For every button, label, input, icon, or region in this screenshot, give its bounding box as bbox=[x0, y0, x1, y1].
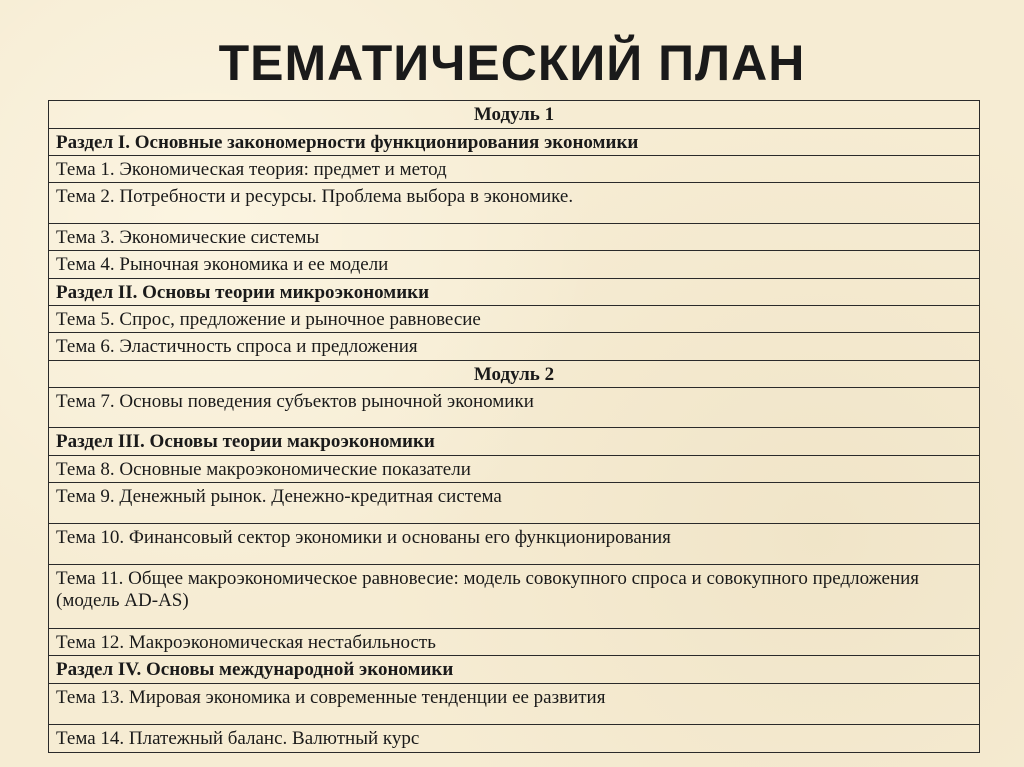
topic-label: Тема 2. Потребности и ресурсы. Проблема выбора в экономике. bbox=[49, 183, 980, 224]
topic-label: Тема 10. Финансовый сектор экономики и основаны его функционирования bbox=[49, 524, 980, 565]
topic-row bbox=[49, 524, 980, 565]
topic-row bbox=[49, 224, 980, 251]
thematic-plan-body bbox=[49, 101, 980, 753]
topic-row bbox=[49, 183, 980, 224]
module-row bbox=[49, 361, 980, 388]
slide-title: ТЕМАТИЧЕСКИЙ ПЛАН bbox=[218, 35, 806, 91]
module-label: Модуль 2 bbox=[49, 361, 980, 388]
section-label: Раздел II. Основы теории микроэкономики bbox=[49, 279, 980, 306]
topic-label: Тема 1. Экономическая теория: предмет и метод bbox=[49, 156, 980, 183]
section-row bbox=[49, 129, 980, 156]
topic-label: Тема 6. Эластичность спроса и предложения bbox=[49, 333, 980, 361]
topic-label: Тема 9. Денежный рынок. Денежно-кредитная система bbox=[49, 483, 980, 524]
topic-row bbox=[49, 565, 980, 629]
topic-row bbox=[49, 156, 980, 183]
topic-row bbox=[49, 388, 980, 428]
topic-label: Тема 8. Основные макроэкономические показатели bbox=[49, 456, 980, 483]
module-row bbox=[49, 101, 980, 129]
thematic-plan-table bbox=[48, 100, 980, 753]
topic-label: Тема 13. Мировая экономика и современные тенденции ее развития bbox=[49, 684, 980, 725]
section-label: Раздел I. Основные закономерности функционирования экономики bbox=[49, 129, 980, 156]
section-row bbox=[49, 656, 980, 684]
topic-label: Тема 3. Экономические системы bbox=[49, 224, 980, 251]
topic-label: Тема 7. Основы поведения субъектов рыночной экономики bbox=[49, 388, 980, 428]
section-label: Раздел III. Основы теории макроэкономики bbox=[49, 428, 980, 456]
topic-label: Тема 14. Платежный баланс. Валютный курс bbox=[49, 725, 980, 753]
topic-label: Тема 4. Рыночная экономика и ее модели bbox=[49, 251, 980, 279]
topic-label: Тема 11. Общее макроэкономическое равновесие: модель совокупного спроса и совокупного предложения (модель AD-AS) bbox=[49, 565, 980, 629]
section-row bbox=[49, 279, 980, 306]
topic-row bbox=[49, 629, 980, 656]
section-label: Раздел IV. Основы международной экономики bbox=[49, 656, 980, 684]
module-label: Модуль 1 bbox=[49, 101, 980, 129]
topic-row bbox=[49, 306, 980, 333]
topic-row bbox=[49, 333, 980, 361]
topic-row bbox=[49, 684, 980, 725]
topic-row bbox=[49, 456, 980, 483]
topic-label: Тема 12. Макроэкономическая нестабильность bbox=[49, 629, 980, 656]
topic-row bbox=[49, 725, 980, 753]
topic-label: Тема 5. Спрос, предложение и рыночное равновесие bbox=[49, 306, 980, 333]
topic-row bbox=[49, 483, 980, 524]
section-row bbox=[49, 428, 980, 456]
topic-row bbox=[49, 251, 980, 279]
